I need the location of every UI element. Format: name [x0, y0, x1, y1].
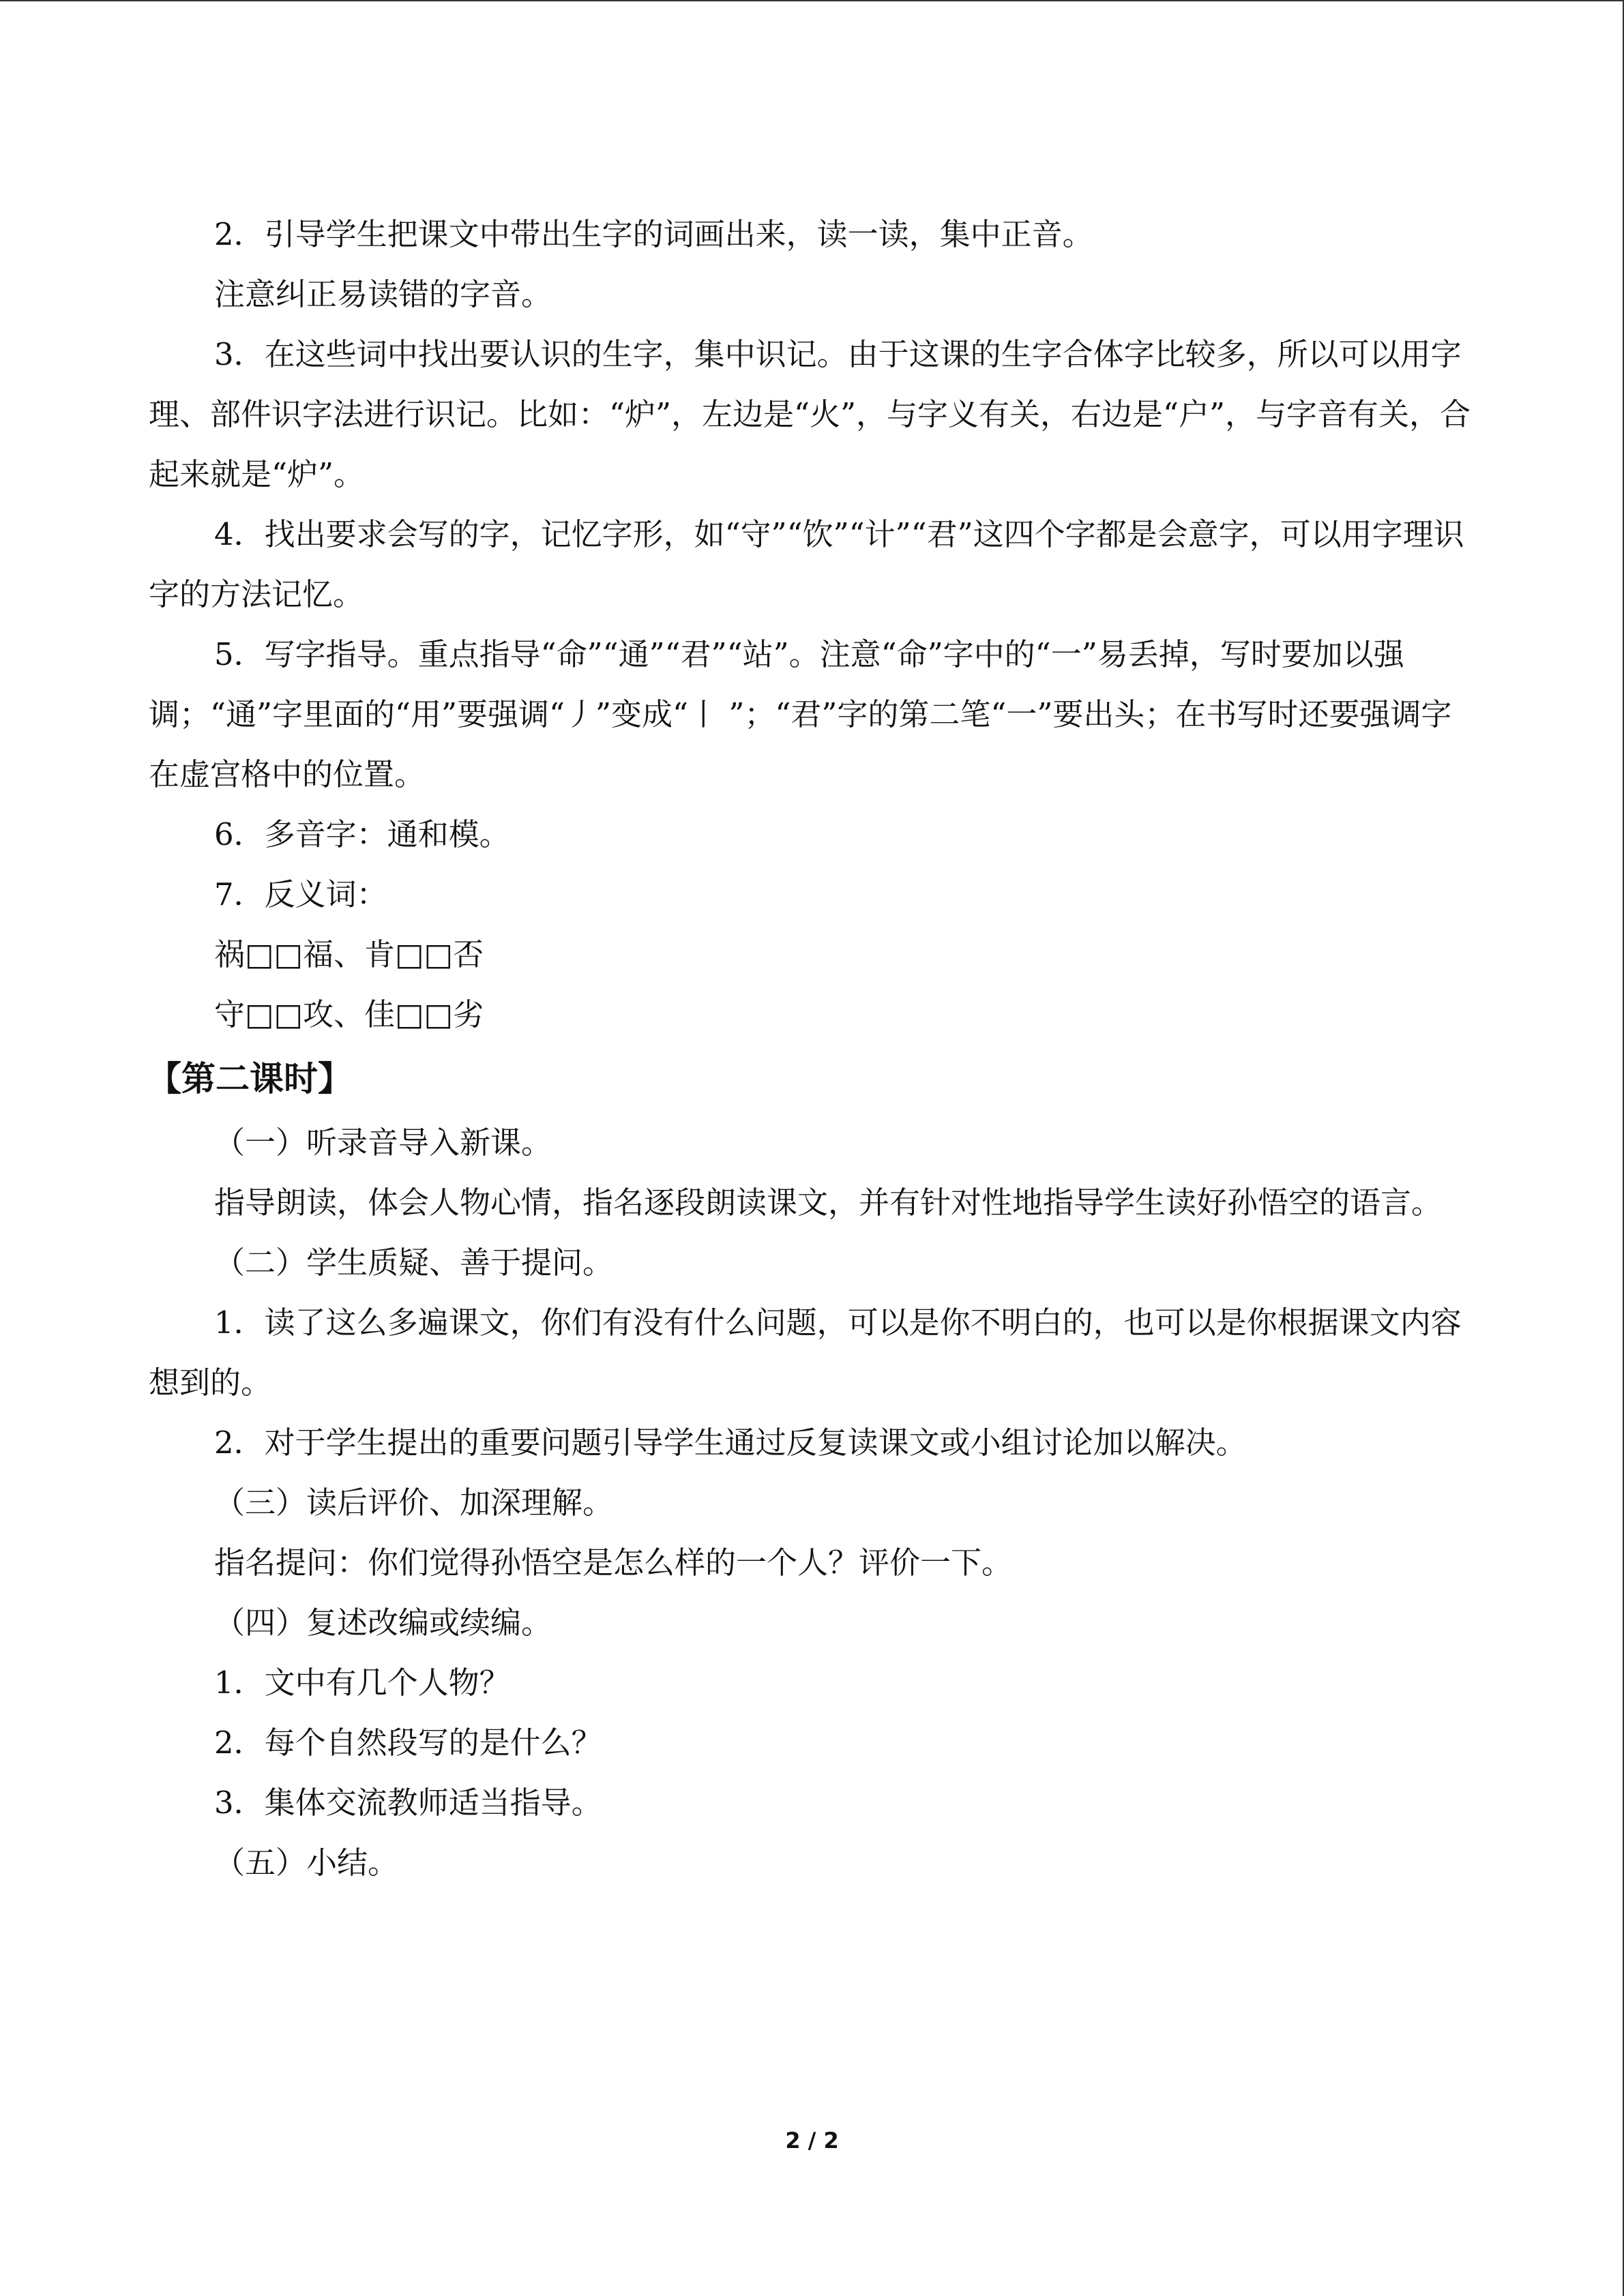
paragraph: 指名提问：你们觉得孙悟空是怎么样的一个人？评价一下。 — [214, 1545, 1013, 1581]
paragraph: 1．读了这么多遍课文，你们有没有什么问题，可以是你不明白的，也可以是你根据课文内容想到的。 — [149, 1304, 1462, 1401]
paragraph: （五）小结。 — [214, 1845, 399, 1881]
paragraph: 5．写字指导。重点指导“命”“通”“君”“站”。注意“命”字中的“一”易丢掉，写时要加以强调；“通”字里面的“用”要强调“丿”变成“丨 ”；“君”字的第二笔“一”要出头；在书写时还要强调字在虚宫格中的位置。 — [149, 636, 1452, 792]
antonym-line: 守□□攻、佳□□劣 — [214, 996, 484, 1032]
paragraph: 2．引导学生把课文中带出生字的词画出来，读一读，集中正音。 — [214, 216, 1093, 252]
paragraph: 3．集体交流教师适当指导。 — [214, 1785, 602, 1821]
paragraph: （四）复述改编或续编。 — [214, 1605, 552, 1641]
paragraph: 6．多音字：通和模。 — [214, 816, 510, 852]
paragraph: （三）读后评价、加深理解。 — [214, 1485, 614, 1521]
section-heading: 【第二课时】 — [147, 1059, 352, 1099]
paragraph: 4．找出要求会写的字，记忆字形，如“守”“饮”“计”“君”这四个字都是会意字，可以用字理识字的方法记忆。 — [149, 516, 1464, 612]
paragraph: 指导朗读，体会人物心情，指名逐段朗读课文，并有针对性地指导学生读好孙悟空的语言。 — [214, 1184, 1443, 1221]
antonym-line: 祸□□福、肯□□否 — [214, 936, 484, 972]
paragraph: 注意纠正易读错的字音。 — [214, 276, 552, 312]
paragraph: （一）听录音导入新课。 — [214, 1124, 552, 1161]
paragraph: 1．文中有几个人物？ — [214, 1665, 510, 1701]
paragraph: 7．反义词： — [214, 876, 387, 912]
page-number: 2 / 2 — [785, 2128, 839, 2153]
document-body — [149, 205, 1475, 1893]
paragraph: 2．对于学生提出的重要问题引导学生通过反复读课文或小组讨论加以解决。 — [214, 1425, 1247, 1461]
paragraph: （二）学生质疑、善于提问。 — [214, 1244, 614, 1281]
paragraph: 2．每个自然段写的是什么？ — [214, 1725, 602, 1761]
paragraph: 3．在这些词中找出要认识的生字，集中识记。由于这课的生字合体字比较多，所以可以用字理、部件识字法进行识记。比如：“炉”，左边是“火”，与字义有关，右边是“户”，与字音有关，合起来就是“炉”。 — [149, 336, 1471, 492]
